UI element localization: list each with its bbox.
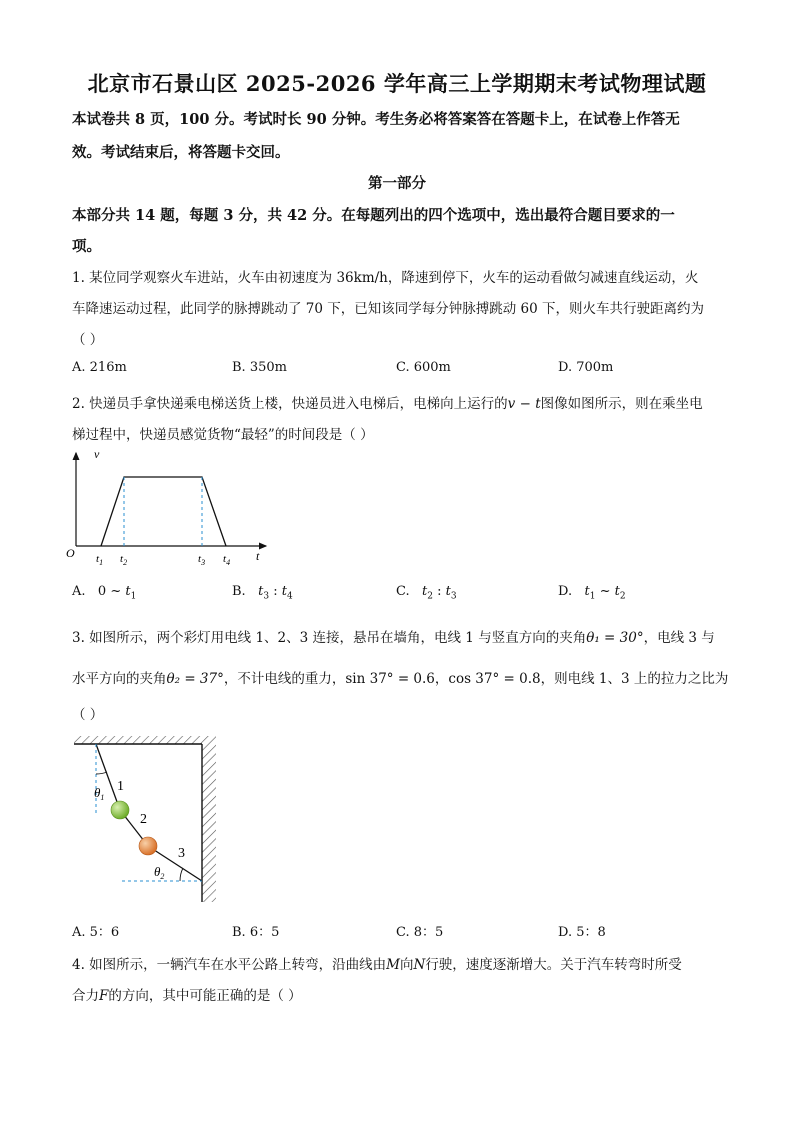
orange-lamp bbox=[139, 837, 157, 855]
origin-label: O bbox=[66, 546, 75, 560]
section-heading: 第一部分 bbox=[368, 175, 426, 192]
q2-option-c: C. $t_2$ : $t_3$ bbox=[396, 584, 457, 602]
tick-t1: $t_1$ bbox=[96, 553, 104, 567]
q4-line-1: 4. 如图所示，一辆汽车在水平公路上转弯，沿曲线由M向N行驶，速度逐渐增大。关于汽车转弯时所受 bbox=[72, 957, 682, 973]
q1-line-1: 1. 某位同学观察火车进站，火车由初速度为 36km/h，降速到停下，火车的运动看做匀减速直线运动，火 bbox=[72, 270, 699, 286]
q1-blank: （ ） bbox=[72, 332, 104, 348]
q2-option-a: A. 0 ~ $t_1$ bbox=[72, 584, 137, 602]
q3-option-d: D. 5：8 bbox=[558, 925, 606, 940]
q4-line-2: 合力F的方向，其中可能正确的是（ ） bbox=[72, 988, 302, 1004]
tick-t4: $t_4$ bbox=[223, 553, 231, 567]
q3-option-b: B. 6：5 bbox=[232, 925, 280, 940]
green-lamp bbox=[111, 801, 129, 819]
q1-option-a: A. 216m bbox=[72, 360, 127, 375]
ceiling-hatch bbox=[74, 736, 216, 744]
wire-label-2: 2 bbox=[140, 812, 147, 827]
q2-option-b: B. $t_3$ : $t_4$ bbox=[232, 584, 293, 602]
page-title: 北京市石景山区 2025-2026 学年高三上学期期末考试物理试题 bbox=[87, 71, 707, 96]
theta1-label: $\theta_1$ bbox=[94, 785, 105, 802]
theta2-label: $\theta_2$ bbox=[154, 864, 165, 881]
wire-label-1: 1 bbox=[117, 779, 124, 794]
q1-line-2: 车降速运动过程，此同学的脉搏跳动了 70 下，已知该同学每分钟脉搏跳动 60 下，则火车共行驶距离约为 bbox=[72, 301, 705, 317]
wire-label-3: 3 bbox=[178, 846, 185, 861]
theta2-arc bbox=[180, 868, 183, 881]
section-desc-line-2: 项。 bbox=[72, 238, 101, 255]
q1-option-d: D. 700m bbox=[558, 360, 614, 375]
q2-option-d: D. $t_1$ ~ $t_2$ bbox=[558, 584, 626, 602]
q2-line-1: 2. 快递员手拿快递乘电梯送货上楼，快递员进入电梯后，电梯向上运行的v − t图像如图所示，则在乘坐电 bbox=[72, 396, 703, 412]
section-desc-line-1: 本部分共 14 题，每题 3 分，共 42 分。在每题列出的四个选项中，选出最符合题目要求的一 bbox=[72, 207, 675, 224]
q3-blank: （ ） bbox=[72, 707, 104, 723]
intro-line-1: 本试卷共 8 页，100 分。考试时长 90 分钟。考生务必将答案答在答题卡上，在试卷上作答无 bbox=[72, 111, 680, 128]
wall-hatch bbox=[202, 744, 216, 902]
theta1-arc bbox=[96, 772, 107, 774]
q1-option-c: C. 600m bbox=[396, 360, 451, 375]
q2-line-2: 梯过程中，快递员感觉货物“最轻”的时间段是（ ） bbox=[72, 427, 374, 443]
q3-lamp-figure bbox=[72, 736, 220, 904]
q3-option-a: A. 5：6 bbox=[72, 925, 120, 940]
tick-t3: $t_3$ bbox=[198, 553, 206, 567]
q3-option-c: C. 8：5 bbox=[396, 925, 444, 940]
x-axis-label: t bbox=[256, 549, 260, 563]
v-t-label: v − t bbox=[507, 396, 541, 412]
tick-t2: $t_2$ bbox=[120, 553, 128, 567]
y-axis-label: v bbox=[94, 447, 100, 461]
q3-line-2: 水平方向的夹角θ₂ = 37°，不计电线的重力，sin 37° = 0.6，cos 37° = 0.8，则电线 1、3 上的拉力之比为 bbox=[72, 671, 729, 687]
q1-option-b: B. 350m bbox=[232, 360, 287, 375]
velocity-curve bbox=[101, 477, 226, 546]
intro-line-2: 效。考试结束后，将答题卡交回。 bbox=[72, 144, 290, 161]
q3-line-1: 3. 如图所示，两个彩灯用电线 1、2、3 连接，悬吊在墙角，电线 1 与竖直方向的夹角θ₁ = 30°，电线 3 与 bbox=[72, 630, 715, 646]
q2-vt-graph bbox=[66, 447, 276, 569]
